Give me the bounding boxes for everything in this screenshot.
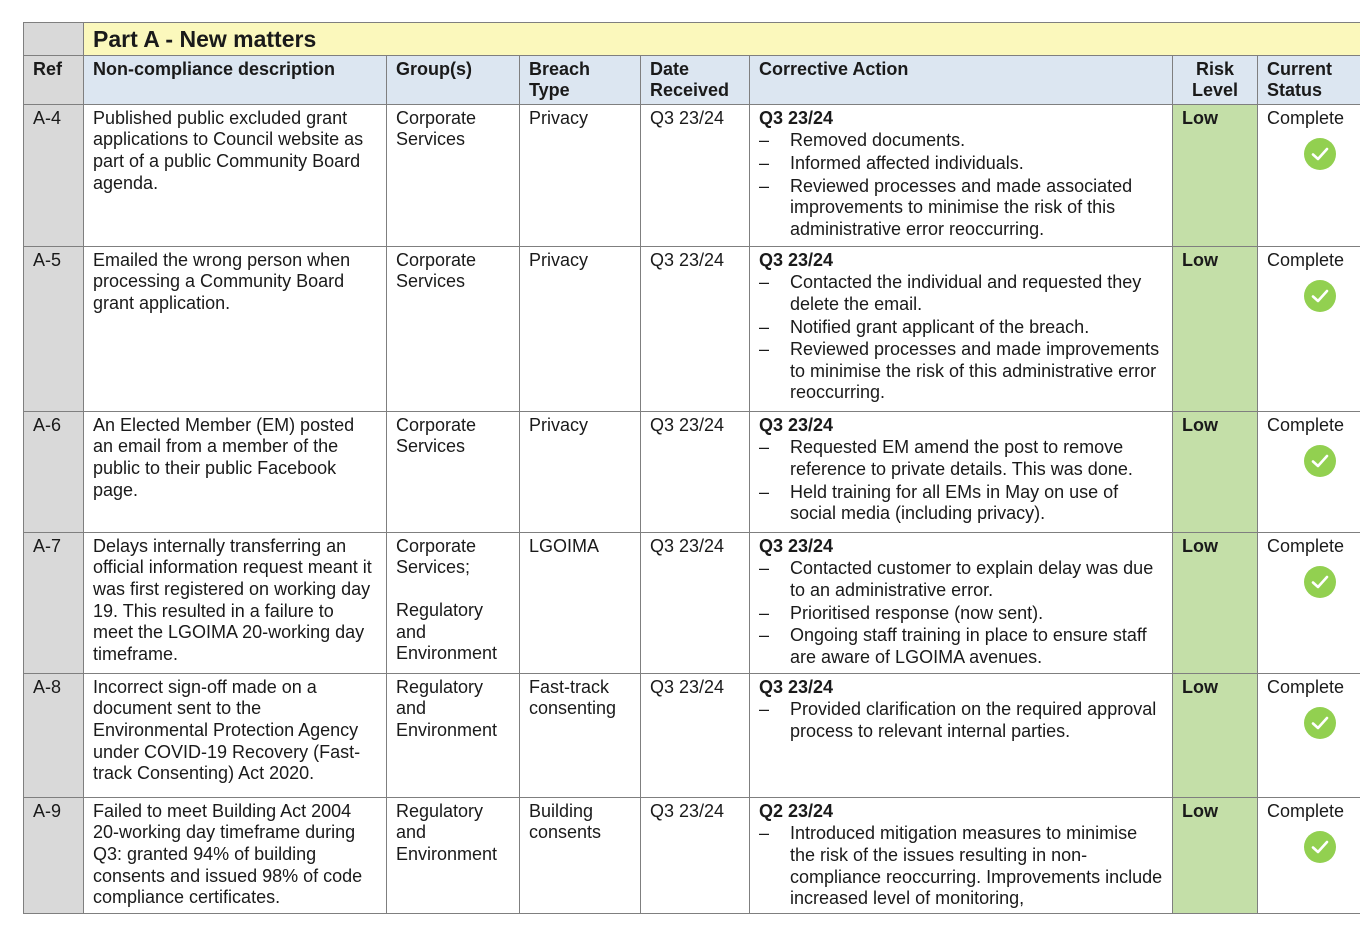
non-compliance-table (23, 22, 1360, 914)
action-item: – Contacted the individual and requested they delete the email. (759, 272, 1164, 315)
risk-level-cell: Low (1173, 246, 1258, 411)
action-item: – Notified grant applicant of the breach. (759, 317, 1164, 339)
ref-cell: A-6 (24, 411, 84, 532)
action-item: – Informed affected individuals. (759, 153, 1164, 175)
column-header-row (24, 55, 1360, 104)
breach-type-header-line: Breach (529, 58, 591, 79)
current-status-header-line: Status (1267, 80, 1323, 101)
action-period: Q3 23/24 (759, 107, 834, 128)
groups-cell (387, 411, 520, 532)
action-item: – Introduced mitigation measures to minimise the risk of the issues resulting in non-compliance reoccurring. Improvements include increased level of monitoring, (759, 823, 1164, 909)
risk-level-header-line: Level (1191, 80, 1239, 101)
corrective-action-cell (750, 797, 1173, 913)
status-label: Complete (1267, 800, 1345, 821)
risk-level-cell: Low (1173, 673, 1258, 797)
group-name: Corporate Services (396, 107, 477, 150)
group-name: Corporate Services (396, 414, 477, 457)
action-period: Q3 23/24 (759, 249, 834, 270)
check-circle-icon (1304, 707, 1336, 739)
status-label: Complete (1267, 107, 1345, 128)
action-item: – Contacted customer to explain delay was due to an administrative error. (759, 558, 1164, 601)
risk-level-column-header (1173, 55, 1258, 104)
table-row (24, 104, 1360, 246)
corrective-action-cell (750, 411, 1173, 532)
action-list (759, 437, 1164, 524)
corrective-action-cell (750, 673, 1173, 797)
corrective-action-cell (750, 104, 1173, 246)
description-cell: Delays internally transferring an official information request meant it was first registered on working day 19. This resulted in a failure to meet the LGOIMA 20-working day timeframe. (84, 532, 387, 673)
action-item: – Held training for all EMs in May on use of social media (including privacy). (759, 482, 1164, 525)
risk-level-cell: Low (1173, 104, 1258, 246)
section-title: Part A - New matters (93, 26, 317, 52)
status-cell (1258, 246, 1360, 411)
group-name: Regulatory and Environment (396, 800, 498, 864)
action-period: Q2 23/24 (759, 800, 834, 821)
group-name: Corporate Services; (396, 535, 477, 578)
table-row (24, 411, 1360, 532)
table-row (24, 797, 1360, 913)
ref-cell: A-4 (24, 104, 84, 246)
action-list (759, 558, 1164, 668)
description-cell: Failed to meet Building Act 2004 20-working day timeframe during Q3: granted 94% of building consents and issued 98% of code compliance certificates. (84, 797, 387, 913)
action-item: – Ongoing staff training in place to ensure staff are aware of LGOIMA avenues. (759, 625, 1164, 668)
groups-column-header: Group(s) (387, 55, 520, 104)
status-cell (1258, 411, 1360, 532)
status-label: Complete (1267, 676, 1345, 697)
check-circle-icon (1304, 445, 1336, 477)
risk-level-cell: Low (1173, 532, 1258, 673)
status-label: Complete (1267, 535, 1345, 556)
check-circle-icon (1304, 831, 1336, 863)
action-list (759, 130, 1164, 240)
action-item: – Reviewed processes and made associated improvements to minimise the risk of this administrative error reoccurring. (759, 176, 1164, 241)
date-received-header-line: Received (650, 80, 730, 101)
group-name: Regulatory and Environment (396, 676, 498, 740)
groups-cell (387, 673, 520, 797)
status-label: Complete (1267, 414, 1345, 435)
status-cell (1258, 104, 1360, 246)
table-row (24, 532, 1360, 673)
ref-column-header: Ref (24, 55, 84, 104)
status-cell (1258, 532, 1360, 673)
breach-type-header-line: Type (529, 80, 570, 101)
breach-type-cell: Privacy (520, 411, 641, 532)
breach-type-cell: Building consents (520, 797, 641, 913)
action-list (759, 699, 1164, 742)
action-period: Q3 23/24 (759, 535, 834, 556)
breach-type-cell: Privacy (520, 104, 641, 246)
section-gutter-cell (24, 23, 84, 56)
action-item: – Requested EM amend the post to remove reference to private details. This was done. (759, 437, 1164, 480)
date-received-cell: Q3 23/24 (641, 246, 750, 411)
description-cell: Emailed the wrong person when processing a Community Board grant application. (84, 246, 387, 411)
date-received-cell: Q3 23/24 (641, 532, 750, 673)
group-name: Corporate Services (396, 249, 477, 292)
description-cell: Published public excluded grant applications to Council website as part of a public Community Board agenda. (84, 104, 387, 246)
risk-level-header-line: Risk (1195, 58, 1235, 79)
risk-level-cell: Low (1173, 797, 1258, 913)
action-period: Q3 23/24 (759, 676, 834, 697)
table-row (24, 246, 1360, 411)
date-received-cell: Q3 23/24 (641, 411, 750, 532)
check-circle-icon (1304, 138, 1336, 170)
groups-cell (387, 797, 520, 913)
action-list (759, 823, 1164, 909)
ref-cell: A-9 (24, 797, 84, 913)
status-label: Complete (1267, 249, 1345, 270)
section-header-row (24, 23, 1360, 56)
groups-cell (387, 246, 520, 411)
date-received-cell: Q3 23/24 (641, 104, 750, 246)
action-period: Q3 23/24 (759, 414, 834, 435)
breach-type-cell: Privacy (520, 246, 641, 411)
check-circle-icon (1304, 566, 1336, 598)
section-title-cell (84, 23, 1360, 56)
groups-cell (387, 532, 520, 673)
breach-type-column-header (520, 55, 641, 104)
risk-level-cell: Low (1173, 411, 1258, 532)
date-received-cell: Q3 23/24 (641, 673, 750, 797)
corrective-action-cell (750, 532, 1173, 673)
breach-type-cell: LGOIMA (520, 532, 641, 673)
current-status-column-header (1258, 55, 1360, 104)
current-status-header-line: Current (1267, 58, 1333, 79)
action-item: – Provided clarification on the required approval process to relevant internal parties. (759, 699, 1164, 742)
corrective-action-column-header: Corrective Action (750, 55, 1173, 104)
description-column-header: Non-compliance description (84, 55, 387, 104)
status-cell (1258, 673, 1360, 797)
status-cell (1258, 797, 1360, 913)
ref-cell: A-8 (24, 673, 84, 797)
breach-type-cell: Fast-track consenting (520, 673, 641, 797)
groups-cell (387, 104, 520, 246)
ref-cell: A-7 (24, 532, 84, 673)
action-item: – Reviewed processes and made improvements to minimise the risk of this administrative error reoccurring. (759, 339, 1164, 404)
action-item: – Prioritised response (now sent). (759, 603, 1164, 625)
action-list (759, 272, 1164, 404)
ref-cell: A-5 (24, 246, 84, 411)
date-received-header-line: Date (650, 58, 690, 79)
table-row (24, 673, 1360, 797)
group-name: Regulatory and Environment (396, 599, 498, 664)
date-received-cell: Q3 23/24 (641, 797, 750, 913)
description-cell: Incorrect sign-off made on a document sent to the Environmental Protection Agency under COVID-19 Recovery (Fast-track Consenting) Act 2020. (84, 673, 387, 797)
description-cell: An Elected Member (EM) posted an email from a member of the public to their public Facebook page. (84, 411, 387, 532)
date-received-column-header (641, 55, 750, 104)
action-item: – Removed documents. (759, 130, 1164, 152)
check-circle-icon (1304, 280, 1336, 312)
corrective-action-cell (750, 246, 1173, 411)
